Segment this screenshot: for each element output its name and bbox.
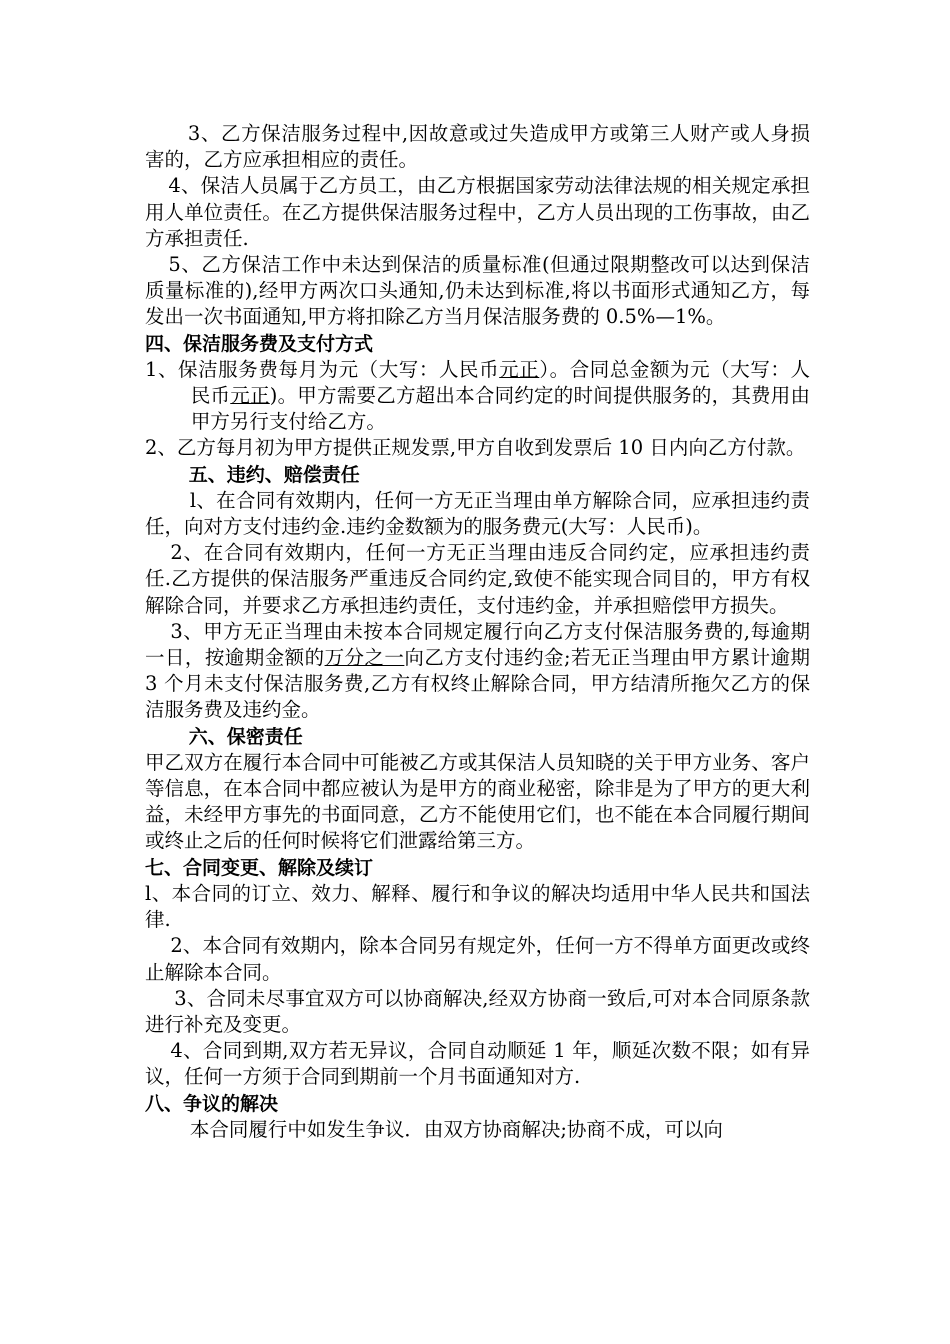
clause-5-3-part-c: 向乙方支付违约金;若无正当理由甲方累计逾期 3 个月未支付保洁服务费,乙方有权终止解除合同，甲方结清所拖欠乙方的保洁服务费及违约金。 <box>145 646 810 722</box>
section-6-body: 甲乙双方在履行本合同中可能被乙方或其保洁人员知晓的关于甲方业务、客户等信息，在本合同中都应被认为是甲方的商业秘密，除非是为了甲方的更大利益，未经甲方事先的书面同意，乙方不能使用它们，也不能在本合同履行期间或终止之后的任何时候将它们泄露给第三方。 <box>145 750 810 853</box>
clause-4-2: 2、乙方每月初为甲方提供正规发票,甲方自收到发票后 10 日内向乙方付款。 <box>145 436 806 460</box>
clause-3-5: 5、乙方保洁工作中未达到保洁的质量标准(但通过限期整改可以达到保洁质量标准的),经甲方两次口头通知,仍未达到标准,将以书面形式通知乙方，每发出一次书面通知,甲方将扣除乙方当月保洁服务费的 0.5%—1%。 <box>145 253 810 329</box>
clause-5-2: 2、在合同有效期内，任何一方无正当理由违反合同约定，应承担违约责任.乙方提供的保洁服务严重违反合同约定,致使不能实现合同目的，甲方有权解除合同，并要求乙方承担违约责任，支付违约金，并承担赔偿甲方损失。 <box>145 541 810 617</box>
section-6-heading: 六、保密责任 <box>188 725 303 748</box>
section-7-heading: 七、合同变更、解除及续订 <box>145 856 374 879</box>
section-5-heading: 五、违约、赔偿责任 <box>188 463 360 486</box>
clause-3-3: 3、乙方保洁服务过程中,因故意或过失造成甲方或第三人财产或人身损害的，乙方应承担相应的责任。 <box>145 122 810 172</box>
clause-3-4: 4、保洁人员属于乙方员工，由乙方根据国家劳动法律法规的相关规定承担用人单位责任。在乙方提供保洁服务过程中，乙方人员出现的工伤事故，由乙方承担责任. <box>145 174 810 250</box>
clause-4-1-part-c: ）。合同总金额为元（大写：人民币 <box>190 357 810 408</box>
section-8-body: 本合同履行中如发生争议．由双方协商解决;协商不成，可以向 <box>189 1117 723 1141</box>
clause-4-1-part-a: 1、保洁服务费每月为元（大写：人民币 <box>145 357 500 381</box>
contract-body <box>145 121 810 1143</box>
clause-5-3-underlined-rate: 万分之一 <box>324 646 405 670</box>
section-4-heading: 四、保洁服务费及支付方式 <box>145 332 374 355</box>
clause-5-1: l、在合同有效期内，任何一方无正当理由单方解除合同，应承担违约责任，向对方支付违约金.违约金数额为的服务费元(大写：人民币)。 <box>145 488 810 539</box>
clause-7-3: 3、合同未尽事宜双方可以协商解决,经双方协商一致后,可对本合同原条款进行补充及变更。 <box>145 986 810 1036</box>
clause-4-1-part-e: )。甲方需要乙方超出本合同约定的时间提供服务的，其费用由甲方另行支付给乙方。 <box>190 384 810 434</box>
clause-5-3-part-a: 3、甲方无正当理由未按本合同规定履行向乙方支付保洁服务费的,每逾期一日，按逾期金额的 <box>145 619 810 670</box>
clause-4-1 <box>145 357 810 436</box>
section-8-heading: 八、争议的解决 <box>145 1092 279 1115</box>
clause-7-4: 4、合同到期,双方若无异议，合同自动顺延 1 年，顺延次数不限；如有异议，任何一方须于合同到期前一个月书面通知对方. <box>145 1039 810 1089</box>
clause-7-2: 2、本合同有效期内，除本合同另有规定外，任何一方不得单方面更改或终止解除本合同。 <box>145 934 810 984</box>
clause-4-1-underlined-amount: 元正 <box>499 357 540 381</box>
clause-7-1: l、本合同的订立、效力、解释、履行和争议的解决均适用中华人民共和国法律. <box>145 881 810 932</box>
clause-4-1-underlined-total: 元正 <box>230 384 270 408</box>
clause-5-3 <box>145 619 810 724</box>
